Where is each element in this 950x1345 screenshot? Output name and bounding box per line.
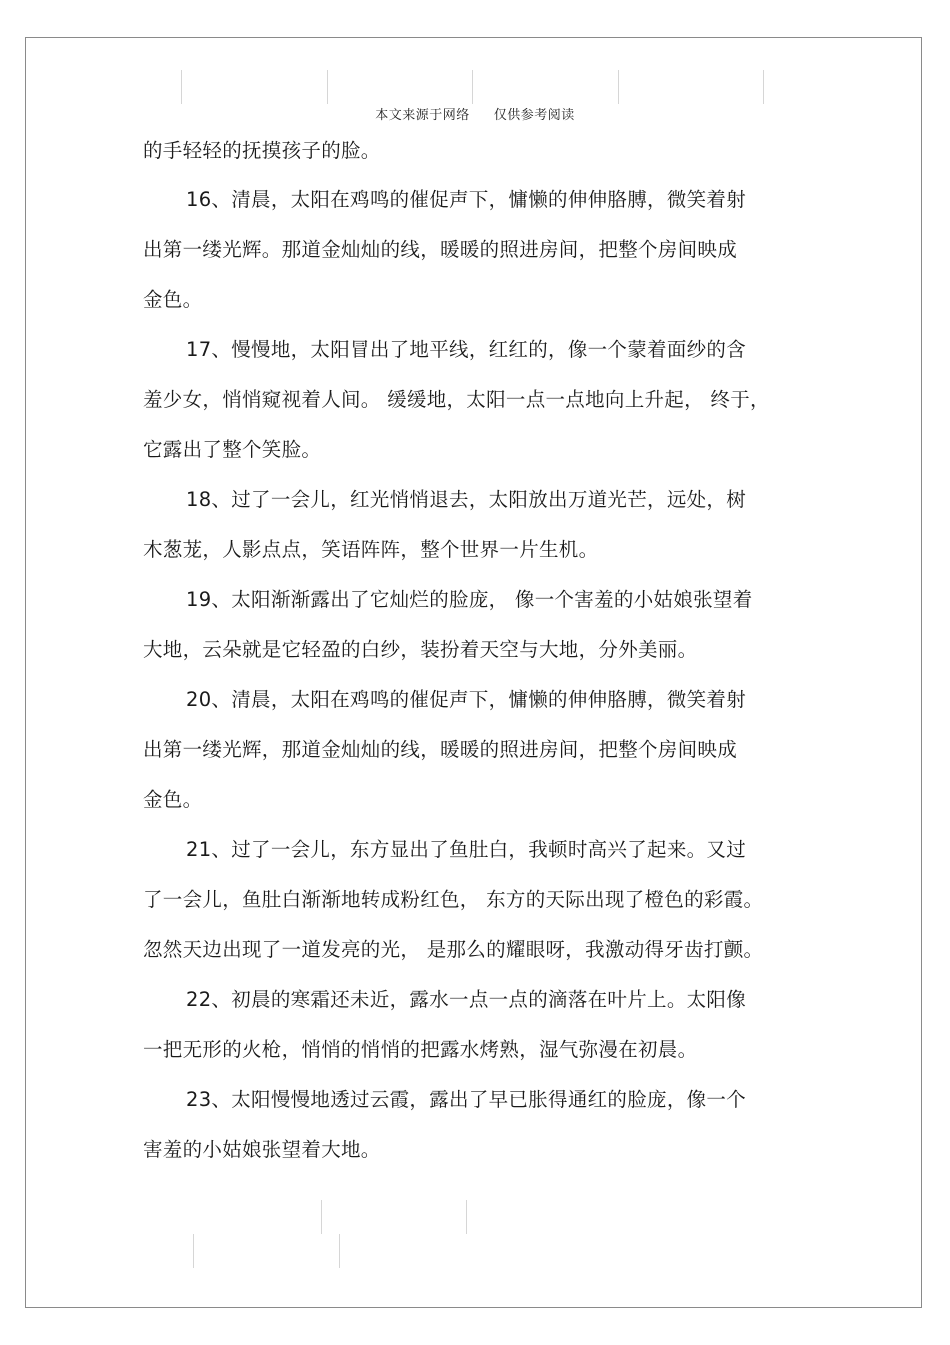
read-note: 仅供参考阅读 — [493, 108, 575, 123]
text-line: 出第一缕光辉。那道金灿灿的线，暖暖的照进房间，把整个房间映成 — [143, 238, 738, 261]
text-line: 了一会儿，鱼肚白渐渐地转成粉红色， 东方的天际出现了橙色的彩霞。 — [143, 888, 764, 911]
top-tick-5 — [763, 70, 764, 104]
text-line: 16、清晨，太阳在鸡鸣的催促声下，慵懒的伸伸胳膊，微笑着射 — [186, 188, 747, 211]
bottom-tick-4 — [339, 1234, 340, 1268]
top-tick-1 — [181, 70, 182, 104]
text-line: 大地，云朵就是它轻盈的白纱，装扮着天空与大地，分外美丽。 — [143, 638, 698, 661]
top-tick-4 — [618, 70, 619, 104]
page-header — [0, 104, 950, 123]
text-line: 忽然天边出现了一道发亮的光， 是那么的耀眼呀，我激动得牙齿打颤。 — [143, 938, 764, 961]
text-line: 木葱茏，人影点点，笑语阵阵，整个世界一片生机。 — [143, 538, 599, 561]
bottom-tick-3 — [193, 1234, 194, 1268]
text-line: 的手轻轻的抚摸孩子的脸。 — [143, 139, 381, 162]
bottom-tick-1 — [321, 1200, 322, 1234]
text-line: 19、太阳渐渐露出了它灿烂的脸庞， 像一个害羞的小姑娘张望着 — [186, 588, 753, 611]
text-line: 金色。 — [143, 288, 203, 311]
text-line: 23、太阳慢慢地透过云霞，露出了早已胀得通红的脸庞，像一个 — [186, 1088, 747, 1111]
bottom-tick-2 — [466, 1200, 467, 1234]
top-tick-2 — [327, 70, 328, 104]
text-line: 一把无形的火枪，悄悄的悄悄的把露水烤熟，湿气弥漫在初晨。 — [143, 1038, 698, 1061]
text-line: 出第一缕光辉，那道金灿灿的线，暖暖的照进房间，把整个房间映成 — [143, 738, 738, 761]
text-line: 21、过了一会儿，东方显出了鱼肚白，我顿时高兴了起来。又过 — [186, 838, 747, 861]
text-line: 它露出了整个笑脸。 — [143, 438, 322, 461]
top-tick-3 — [472, 70, 473, 104]
page-border — [25, 37, 922, 1308]
text-line: 害羞的小姑娘张望着大地。 — [143, 1138, 381, 1161]
text-line: 羞少女，悄悄窥视着人间。 缓缓地，太阳一点一点地向上升起， 终于， — [143, 388, 770, 411]
text-line: 金色。 — [143, 788, 203, 811]
source-note: 本文来源于网络 — [375, 108, 470, 123]
text-line: 20、清晨，太阳在鸡鸣的催促声下，慵懒的伸伸胳膊，微笑着射 — [186, 688, 747, 711]
text-line: 22、初晨的寒霜还未近，露水一点一点的滴落在叶片上。太阳像 — [186, 988, 747, 1011]
text-line: 18、过了一会儿，红光悄悄退去，太阳放出万道光芒，远处，树 — [186, 488, 747, 511]
text-line: 17、慢慢地，太阳冒出了地平线，红红的，像一个蒙着面纱的含 — [186, 338, 747, 361]
